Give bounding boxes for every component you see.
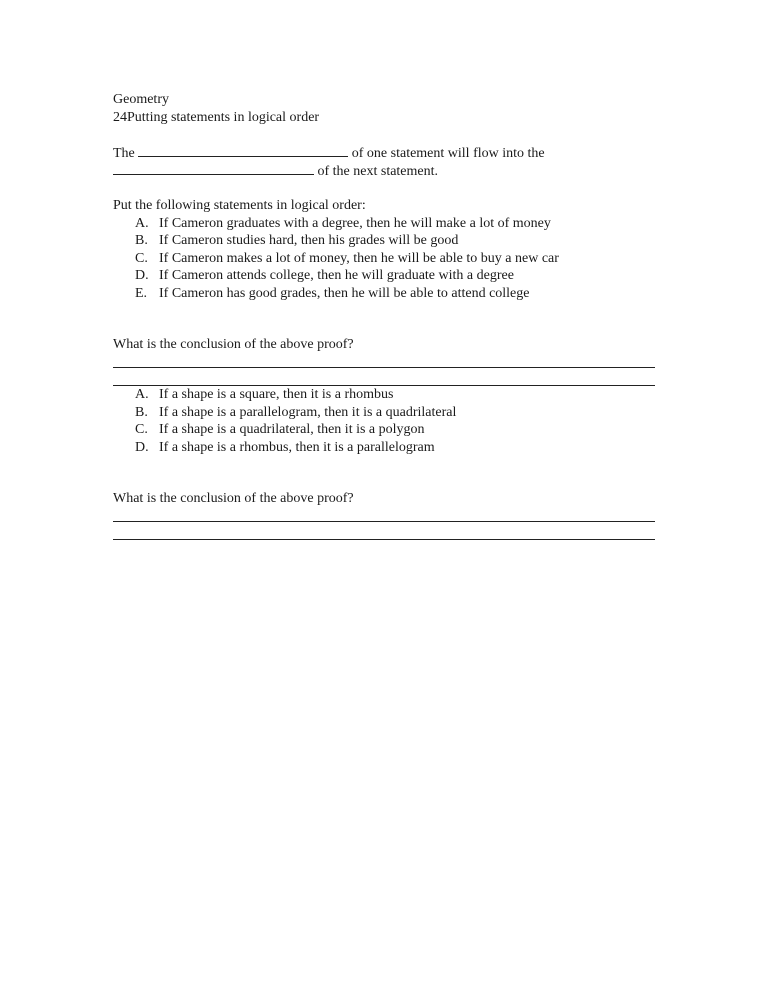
list-item-text: If a shape is a parallelogram, then it is a quadrilateral — [159, 404, 457, 420]
list-item-text: If Cameron studies hard, then his grades will be good — [159, 233, 459, 249]
list-item-text: If Cameron graduates with a degree, then he will make a lot of money — [159, 215, 551, 231]
statement-list-1 — [113, 215, 655, 303]
lesson-title: 24Putting statements in logical order — [113, 109, 320, 125]
question-1: What is the conclusion of the above proof? — [113, 337, 354, 353]
list-item — [135, 232, 655, 250]
subject-title: Geometry — [113, 92, 169, 107]
list-item-text: If Cameron attends college, then he will graduate with a degree — [159, 268, 514, 284]
answer-blank-1[interactable] — [138, 144, 348, 157]
list-item — [135, 386, 655, 404]
answer-line[interactable] — [113, 521, 655, 522]
answer-line[interactable] — [113, 539, 655, 540]
fill-in-line-2 — [113, 162, 655, 180]
question-block-1 — [113, 336, 655, 386]
answer-blank-2[interactable] — [113, 162, 314, 175]
answer-line[interactable] — [113, 367, 655, 368]
list-marker: B. — [135, 233, 148, 249]
list-item — [135, 250, 655, 268]
list-marker: D. — [135, 268, 149, 284]
list-marker: B. — [135, 404, 148, 420]
list-item — [135, 404, 655, 422]
list-item-text: If a shape is a quadrilateral, then it is a polygon — [159, 422, 425, 438]
list-item — [135, 439, 655, 457]
list-item — [135, 215, 655, 233]
statement-list-2 — [113, 386, 655, 456]
list-item-text: If Cameron makes a lot of money, then he will be able to buy a new car — [159, 250, 559, 266]
worksheet-page — [113, 91, 655, 540]
question-block-2 — [113, 490, 655, 540]
list-marker: E. — [135, 285, 148, 301]
list-item — [135, 267, 655, 285]
list-item-text: If Cameron has good grades, then he will be able to attend college — [159, 285, 530, 301]
list-marker: A. — [135, 215, 149, 231]
fill-in-prefix: The — [113, 146, 135, 161]
fill-in-suffix-1: of one statement will flow into the — [351, 146, 545, 161]
list-marker: D. — [135, 439, 149, 455]
section1-instruction: Put the following statements in logical order: — [113, 198, 366, 213]
list-marker: C. — [135, 250, 148, 266]
list-item — [135, 421, 655, 439]
list-item-text: If a shape is a square, then it is a rhombus — [159, 386, 394, 402]
list-marker: C. — [135, 422, 148, 438]
list-item — [135, 285, 655, 303]
list-marker: A. — [135, 386, 149, 402]
fill-in-line-1 — [113, 144, 655, 162]
fill-in-suffix-2: of the next statement. — [317, 163, 439, 179]
list-item-text: If a shape is a rhombus, then it is a parallelogram — [159, 439, 435, 455]
question-2: What is the conclusion of the above proof? — [113, 491, 354, 507]
